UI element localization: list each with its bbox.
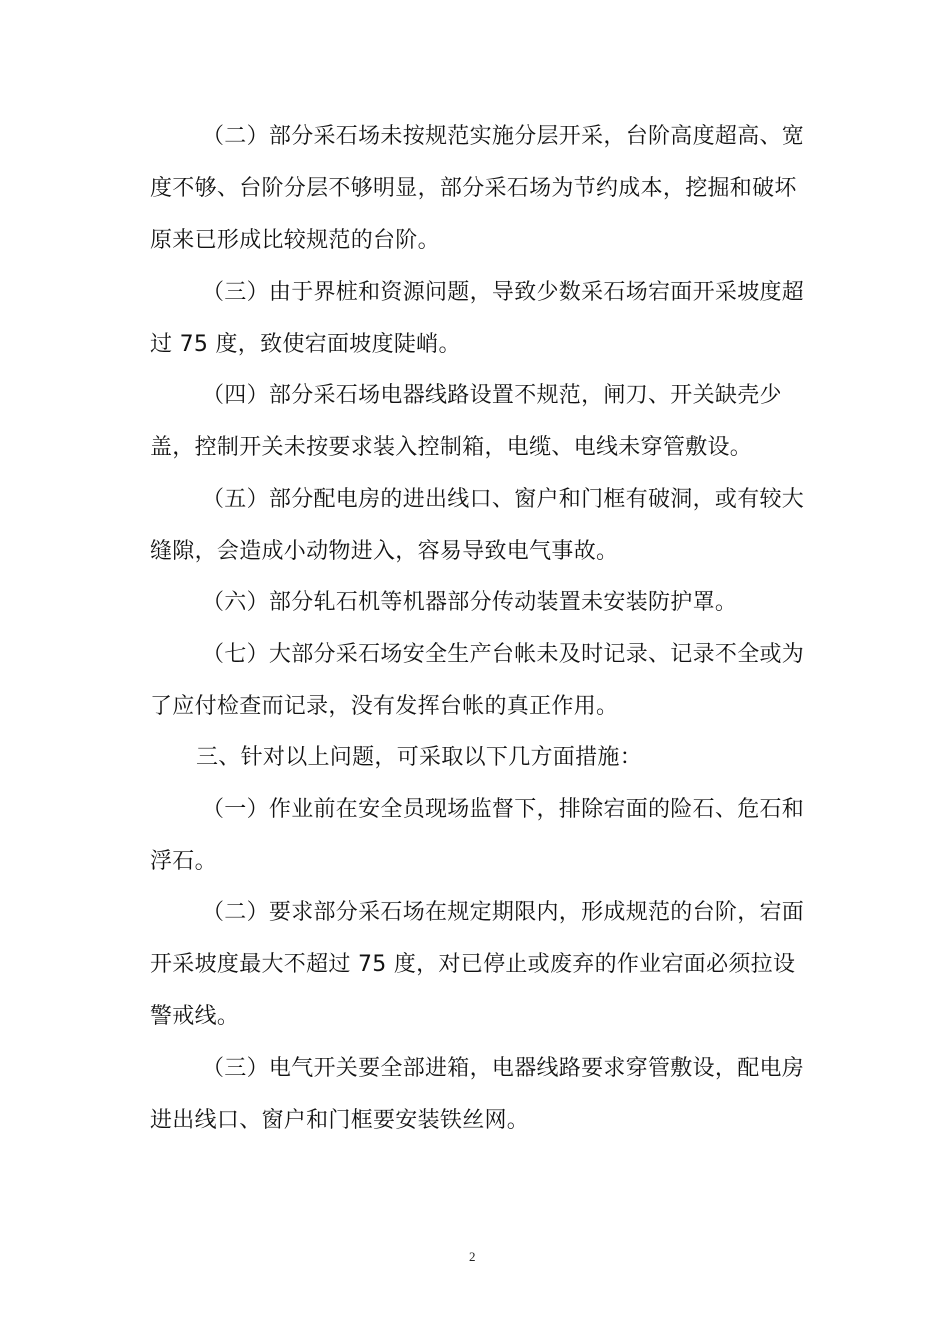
paragraph-line: 度不够、台阶分层不够明显，部分采石场为节约成本，挖掘和破坏 — [150, 176, 797, 201]
paragraph-line: （五）部分配电房的进出线口、窗户和门框有破洞，或有较大 — [202, 487, 805, 512]
paragraph-line: （四）部分采石场电器线路设置不规范，闸刀、开关缺壳少 — [202, 383, 782, 408]
paragraph-line: （七）大部分采石场安全生产台帐未及时记录、记录不全或为 — [202, 642, 805, 667]
paragraph-line: 缝隙，会造成小动物进入，容易导致电气事故。 — [150, 539, 619, 564]
paragraph-line: 进出线口、窗户和门框要安装铁丝网。 — [150, 1108, 530, 1133]
paragraph-line: 盖，控制开关未按要求装入控制箱，电缆、电线未穿管敷设。 — [150, 435, 753, 460]
paragraph-line: 浮石。 — [150, 849, 217, 874]
paragraph-line: （三）电气开关要全部进箱，电器线路要求穿管敷设，配电房 — [202, 1056, 805, 1081]
section-heading: 三、针对以上问题，可采取以下几方面措施： — [196, 745, 643, 770]
paragraph-line: 过 75 度，致使宕面坡度陡峭。 — [150, 332, 461, 357]
paragraph-line: （二）要求部分采石场在规定期限内，形成规范的台阶，宕面 — [202, 900, 805, 925]
page-number: 2 — [469, 1249, 476, 1264]
paragraph-line: 开采坡度最大不超过 75 度，对已停止或废弃的作业宕面必须拉设 — [150, 952, 796, 977]
paragraph-line: 了应付检查而记录，没有发挥台帐的真正作用。 — [150, 694, 619, 719]
paragraph-line: 警戒线。 — [150, 1004, 240, 1029]
paragraph-line: 原来已形成比较规范的台阶。 — [150, 228, 440, 253]
paragraph-line: （六）部分轧石机等机器部分传动装置未安装防护罩。 — [202, 590, 738, 615]
paragraph-line: （二）部分采石场未按规范实施分层开采，台阶高度超高、宽 — [202, 124, 805, 149]
paragraph-line: （一）作业前在安全员现场监督下，排除宕面的险石、危石和 — [202, 797, 805, 822]
paragraph-line: （三）由于界桩和资源问题，导致少数采石场宕面开采坡度超 — [202, 280, 805, 305]
